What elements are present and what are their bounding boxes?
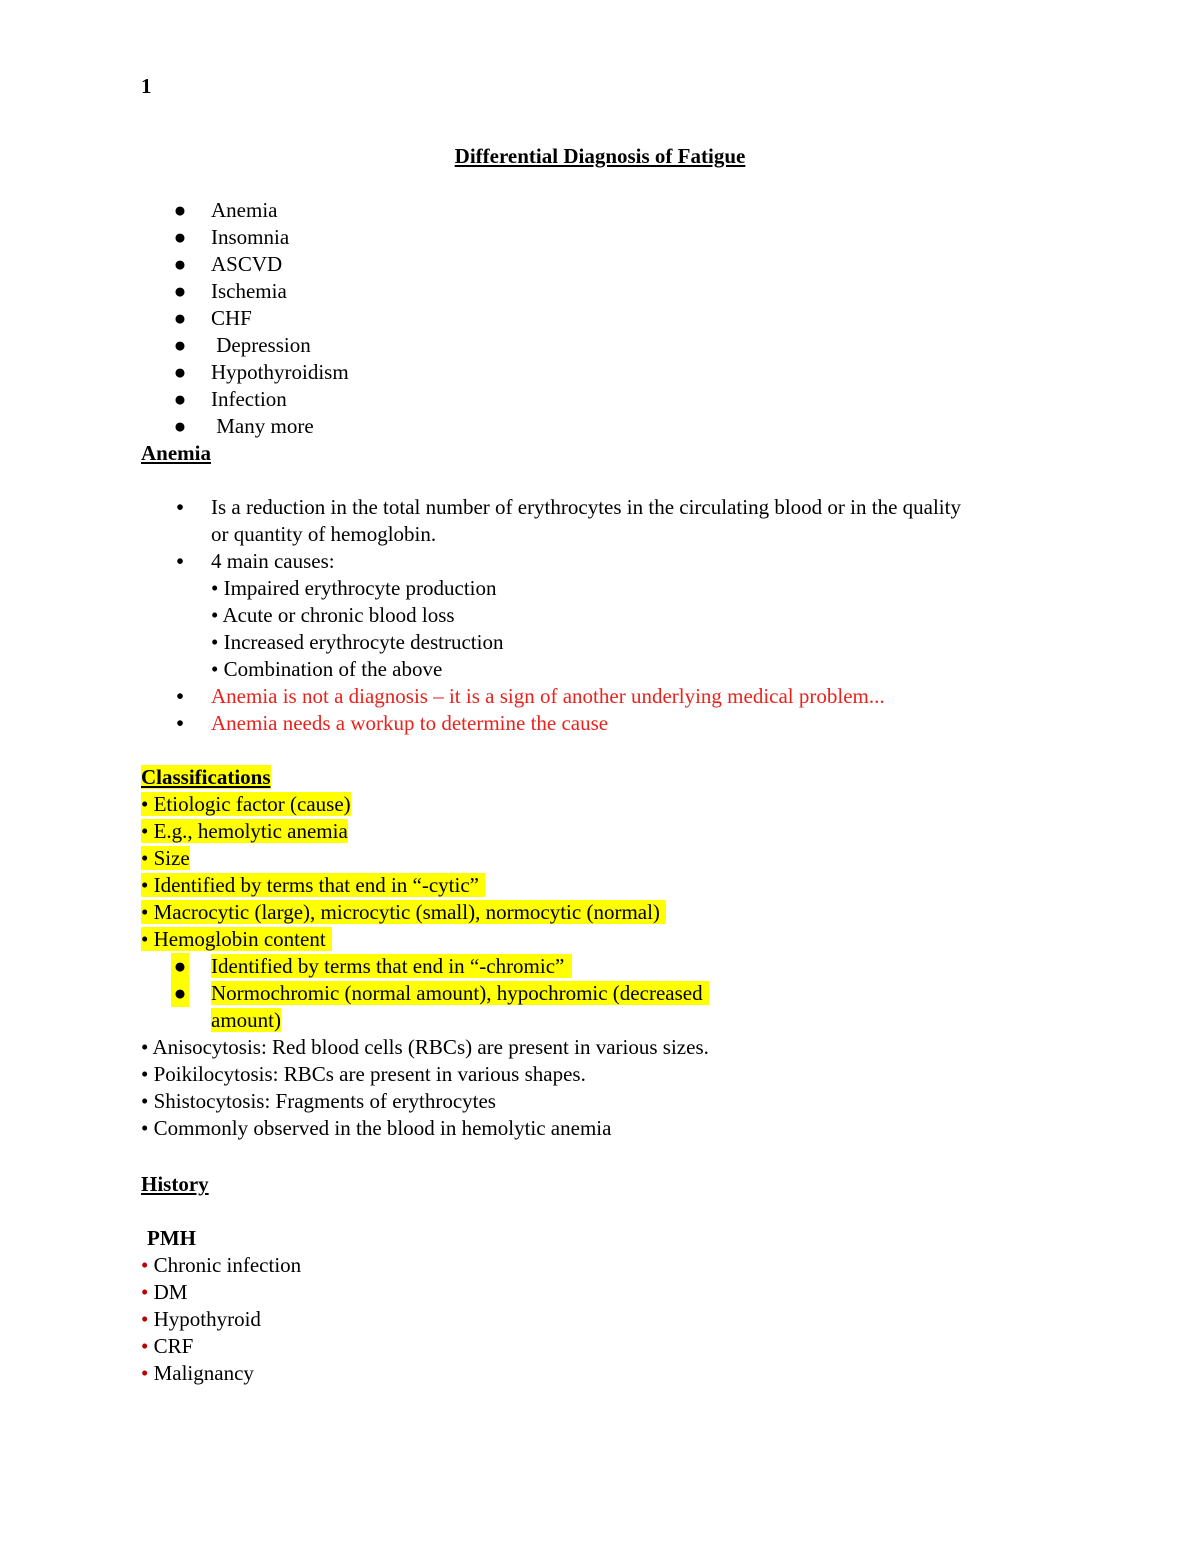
bullet-icon: ● bbox=[173, 279, 187, 303]
classification-item: • Identified by terms that end in “-cytic” bbox=[141, 873, 485, 897]
list-item: ● CHF bbox=[173, 306, 252, 330]
differential-list bbox=[141, 197, 1071, 440]
bullet-icon: • bbox=[176, 549, 184, 573]
bullet-icon: ● bbox=[173, 387, 187, 411]
classification-item: • Hemoglobin content bbox=[141, 927, 332, 951]
history-section bbox=[141, 1225, 1071, 1387]
warning-text: Anemia is not a diagnosis – it is a sign of another underlying medical problem... bbox=[211, 684, 885, 708]
classification-continuation: amount) bbox=[211, 1008, 281, 1032]
classification-item: • Etiologic factor (cause) bbox=[141, 792, 351, 816]
list-item bbox=[141, 710, 1071, 737]
list-item: • Is a reduction in the total number of erythrocytes in the circulating blood or in the quality or quantity of hemoglobin. bbox=[141, 494, 1071, 548]
cause-item: • Combination of the above bbox=[211, 657, 443, 681]
list-item: ● Ischemia bbox=[173, 279, 287, 303]
classification-item: • Shistocytosis: Fragments of erythrocytes bbox=[141, 1089, 496, 1113]
classification-item: • Commonly observed in the blood in hemolytic anemia bbox=[141, 1116, 612, 1140]
classification-item: • Macrocytic (large), microcytic (small), normocytic (normal) bbox=[141, 900, 666, 924]
list-item: • 4 main causes: • Impaired erythrocyte production • Acute or chronic blood loss • Increased erythrocyte destruction • Combination of the above bbox=[141, 548, 1071, 683]
list-item: ● Hypothyroidism bbox=[173, 360, 349, 384]
cause-item: • Increased erythrocyte destruction bbox=[211, 630, 504, 654]
pmh-item: • Hypothyroid bbox=[141, 1307, 261, 1331]
bullet-icon: • bbox=[141, 1334, 149, 1358]
warning-text: Anemia needs a workup to determine the cause bbox=[211, 711, 609, 735]
bullet-icon: ● bbox=[173, 333, 187, 357]
bullet-icon: ● bbox=[173, 225, 187, 249]
list-item: ● Identified by terms that end in “-chromic” bbox=[141, 953, 1071, 980]
classifications-section bbox=[141, 764, 1071, 1142]
bullet-icon: ● bbox=[173, 252, 187, 276]
bullet-icon: • bbox=[176, 495, 184, 519]
anemia-section bbox=[141, 494, 1071, 737]
page-number: 1 bbox=[141, 74, 152, 98]
history-heading: History bbox=[141, 1172, 209, 1196]
list-item: ● Normochromic (normal amount), hypochromic (decreased bbox=[141, 980, 1071, 1007]
classifications-heading: Classifications bbox=[141, 765, 271, 789]
list-item: ● Infection bbox=[173, 387, 287, 411]
pmh-item: • Chronic infection bbox=[141, 1253, 302, 1277]
hemoglobin-sub-list bbox=[141, 953, 1071, 1007]
list-item: ● Depression bbox=[173, 333, 311, 357]
bullet-icon: • bbox=[141, 1280, 149, 1304]
bullet-icon: • bbox=[141, 1253, 149, 1277]
bullet-icon: • bbox=[141, 1307, 149, 1331]
bullet-icon: ● bbox=[173, 306, 187, 330]
classification-item: • Poikilocytosis: RBCs are present in various shapes. bbox=[141, 1062, 586, 1086]
anemia-list bbox=[141, 494, 1071, 737]
list-item bbox=[141, 683, 1071, 710]
differential-section bbox=[141, 197, 1071, 440]
list-item: ● Many more bbox=[173, 414, 314, 438]
classification-item: • Anisocytosis: Red blood cells (RBCs) are present in various sizes. bbox=[141, 1035, 709, 1059]
anemia-heading: Anemia bbox=[141, 441, 211, 465]
list-item: ● Insomnia bbox=[173, 225, 290, 249]
bullet-icon: ● bbox=[171, 980, 189, 1007]
bullet-icon: • bbox=[141, 1361, 149, 1385]
bullet-icon: • bbox=[176, 711, 184, 735]
pmh-label: PMH bbox=[147, 1226, 196, 1250]
bullet-icon: • bbox=[176, 684, 184, 708]
classification-item: • Size bbox=[141, 846, 190, 870]
pmh-item: • DM bbox=[141, 1280, 188, 1304]
pmh-item: • CRF bbox=[141, 1334, 194, 1358]
classification-item: • E.g., hemolytic anemia bbox=[141, 819, 348, 843]
cause-item: • Acute or chronic blood loss bbox=[211, 603, 455, 627]
bullet-icon: ● bbox=[173, 360, 187, 384]
document-title: Differential Diagnosis of Fatigue bbox=[454, 144, 746, 168]
bullet-icon: ● bbox=[171, 953, 189, 980]
cause-item: • Impaired erythrocyte production bbox=[211, 576, 497, 600]
pmh-item: • Malignancy bbox=[141, 1361, 254, 1385]
bullet-icon: ● bbox=[173, 198, 187, 222]
list-item: ● Anemia bbox=[173, 198, 278, 222]
list-item: ● ASCVD bbox=[173, 252, 283, 276]
bullet-icon: ● bbox=[173, 414, 187, 438]
